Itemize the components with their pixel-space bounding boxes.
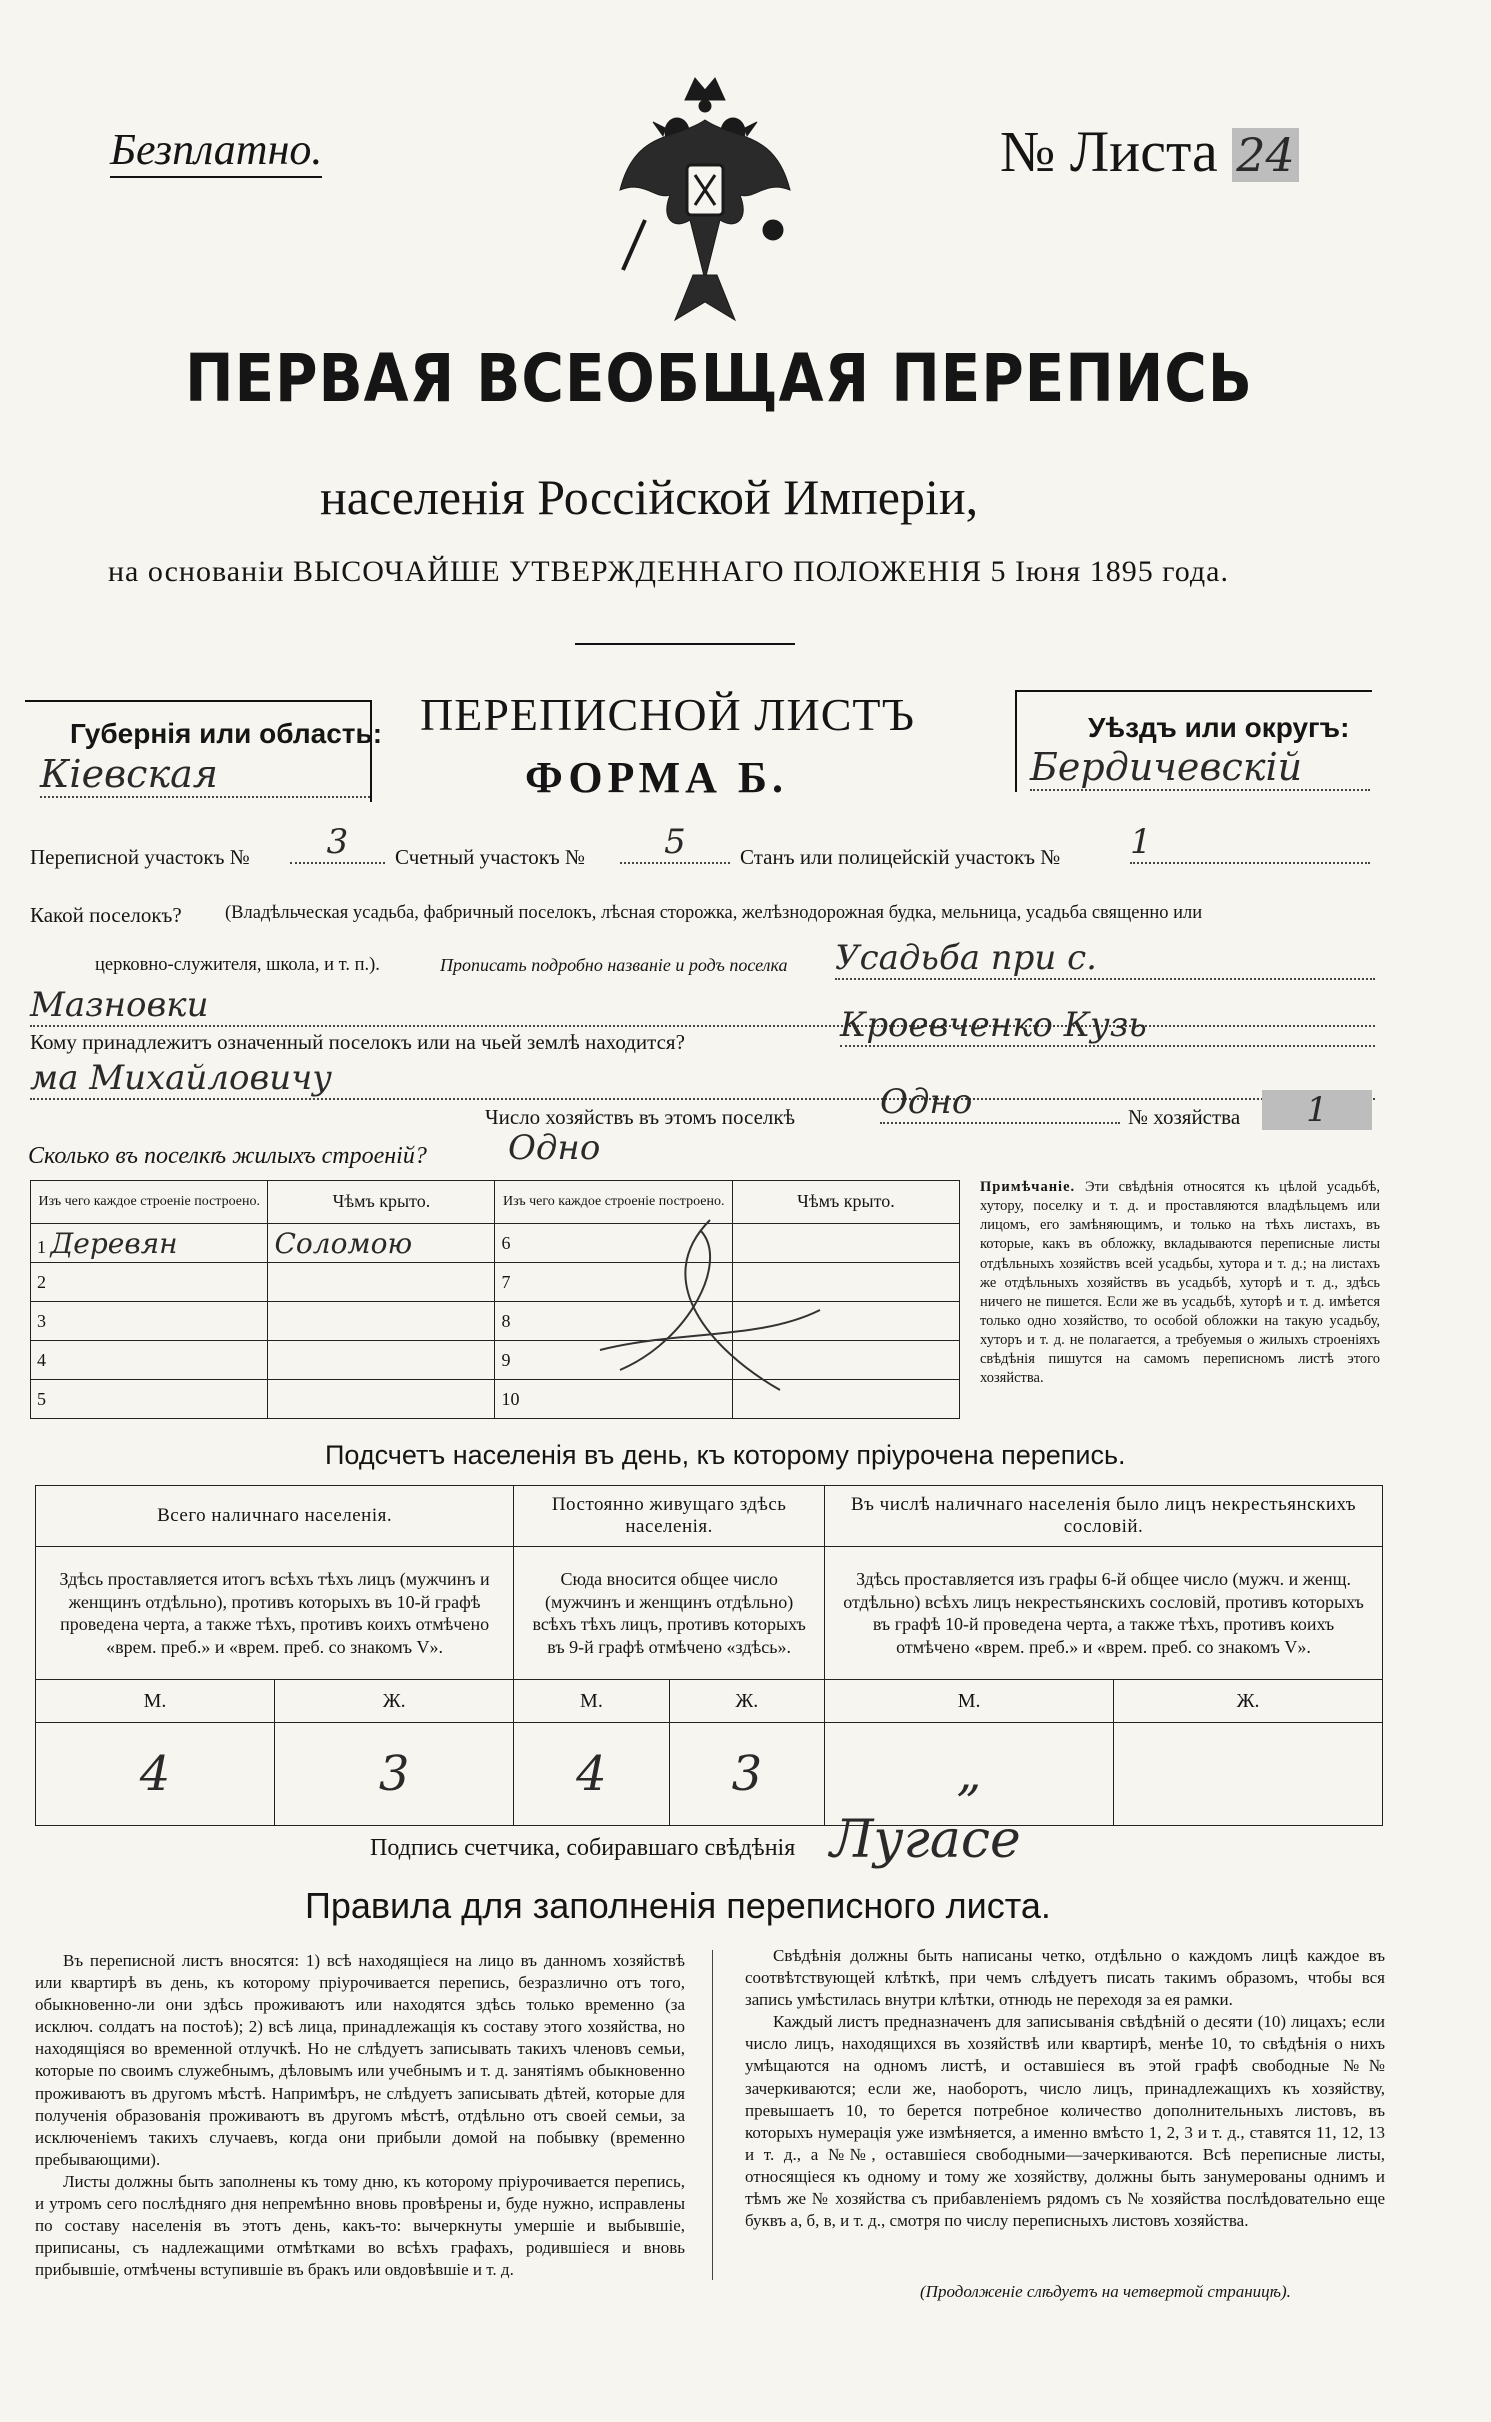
settlement-hint: (Владѣльческая усадьба, фабричный поселокъ, лѣсная сторожка, желѣзнодорожная будка, мельница, усадьба священно или: [225, 903, 1203, 923]
rules-paragraph: Въ переписной листъ вносятся: 1) всѣ находящіеся на лицо въ данномъ хозяйствѣ или квартирѣ въ день, къ которому пріурочивается перепись, безразлично отъ того, обыкновенно-ли они здѣсь проживаютъ или находятся здѣсь только временно (за исключ. солдатъ на постоѣ); 2) всѣ лица, принадлежащія къ составу этого хозяйства, но находящіяся во временной отлучкѣ. Но не слѣдуетъ записывать такихъ членовъ семьи, которые по своимъ служебнымъ, дѣловымъ или учебнымъ и т. д. занятіямъ обыкновенно проживаютъ въ другомъ мѣстѣ. Напримѣръ, не слѣдуетъ записывать дѣтей, которые для полученія образованія проживаютъ въ другомъ мѣстѣ, отдѣльно отъ своей семьи, за исключеніемъ такихъ случаевъ, когда они прибыли домой на побывку (временно пребывающими).: [35, 1951, 685, 2169]
settlement-hint-3: Прописать подробно названіе и родъ поселка: [440, 955, 788, 975]
note-block: [980, 1178, 1380, 1388]
permanent-female-value[interactable]: 3: [669, 1723, 824, 1826]
total-male-value[interactable]: 4: [36, 1723, 275, 1826]
uezd-value[interactable]: Бердичевскій: [1030, 745, 1370, 791]
table-cell[interactable]: Соломою: [268, 1224, 495, 1263]
rules-left-column: [35, 1950, 685, 2281]
table-cell[interactable]: 3: [31, 1302, 268, 1341]
total-female-value[interactable]: 3: [275, 1723, 514, 1826]
household-number-value[interactable]: 1: [1262, 1090, 1372, 1130]
owner-value-2[interactable]: ма Михайловичу: [30, 1058, 1375, 1100]
table-cell[interactable]: [268, 1380, 495, 1419]
table-cell[interactable]: 9: [495, 1341, 732, 1380]
table-cell[interactable]: 10: [495, 1380, 732, 1419]
note-label: Примѣчаніе.: [980, 1179, 1076, 1195]
page-title: ПЕРВАЯ ВСЕОБЩАЯ ПЕРЕПИСЬ: [185, 340, 1253, 417]
counting-district-value[interactable]: 5: [620, 822, 730, 864]
form-title: ПЕРЕПИСНОЙ ЛИСТЪ: [420, 689, 915, 740]
table-cell[interactable]: 1 Деревян: [31, 1224, 268, 1263]
note-text: Эти свѣдѣнія относятся къ цѣлой усадьбѣ, хутору, поселку и т. д. и проставляются владѣльцемъ или лицомъ, его замѣняющимъ, и только на тѣхъ листахъ, въ которые, какъ въ обложку, вкладываются переписные листы отдѣльныхъ хозяйствъ всей усадьбы, хутора и т. д.; на листахъ же отдѣльныхъ хозяйствъ въ усадьбѣ, хуторѣ и т. д., здѣсь ничего не пишется. Если же въ усадьбѣ, хуторѣ и т. д. имѣется только одно хозяйство, то особой обложки на такую усадьбу, хуторъ и т. д. не полагается, а требуемыя о жилыхъ строеніяхъ свѣдѣнія пишутся на самомъ переписномъ листѣ этого хозяйства.: [980, 1179, 1381, 1387]
signature-label: Подпись счетчика, собиравшаго свѣдѣнія: [370, 1835, 796, 1861]
signature-value[interactable]: Лугасе: [830, 1810, 1021, 1870]
settlement-value-2[interactable]: Мазновки: [30, 985, 1375, 1027]
female-label: Ж.: [1114, 1680, 1383, 1723]
count-title: Подсчетъ населенія въ день, къ которому пріурочена перепись.: [325, 1440, 1126, 1470]
census-district-label: Переписной участокъ №: [30, 845, 250, 869]
stan-value[interactable]: 1: [1130, 822, 1370, 864]
households-label: Число хозяйствъ въ этомъ поселкѣ: [485, 1105, 795, 1129]
table-cell[interactable]: 6: [495, 1224, 732, 1263]
gubernia-label: Губернія или область:: [70, 718, 383, 749]
total-population-header: Всего наличнаго населенія.: [36, 1486, 514, 1547]
uezd-label: Уѣздъ или округъ:: [1088, 712, 1350, 743]
rules-paragraph: Свѣдѣнія должны быть написаны четко, отдѣльно о каждомъ лицѣ каждое въ соотвѣтствующей клѣткѣ, при чемъ слѣдуетъ писать такимъ образомъ, чтобы вся запись умѣстилась внутри клѣтки, отнюдь не переходя за ея рамки.: [745, 1946, 1385, 2010]
sheet-number-value: 24: [1232, 128, 1299, 182]
column-divider: [712, 1950, 713, 2280]
owner-question: Кому принадлежитъ означенный поселокъ или на чьей землѣ находится?: [30, 1030, 685, 1054]
permanent-population-header: Постоянно живущаго здѣсь населенія.: [514, 1486, 825, 1547]
non-peasant-header: Въ числѣ наличнаго населенія было лицъ некрестьянскихъ сословій.: [825, 1486, 1383, 1547]
household-number-label: № хозяйства: [1128, 1105, 1241, 1129]
census-district-value[interactable]: 3: [290, 822, 385, 864]
counting-district-label: Счетный участокъ №: [395, 845, 586, 869]
non-peasant-male-value[interactable]: „: [825, 1723, 1114, 1826]
female-label: Ж.: [275, 1680, 514, 1723]
permanent-male-value[interactable]: 4: [514, 1723, 669, 1826]
material-header: Изъ чего каждое строеніе построено.: [31, 1181, 268, 1224]
table-cell[interactable]: 7: [495, 1263, 732, 1302]
continued-note: (Продолженіе слѣдуетъ на четвертой страницѣ).: [920, 2282, 1291, 2301]
stan-label: Станъ или полицейскій участокъ №: [740, 845, 1061, 869]
table-cell[interactable]: 8: [495, 1302, 732, 1341]
count-table: [35, 1485, 1383, 1826]
female-label: Ж.: [669, 1680, 824, 1723]
table-cell[interactable]: 5: [31, 1380, 268, 1419]
rules-paragraph: Листы должны быть заполнены къ тому дню, къ которому пріурочивается перепись, и утромъ сего послѣдняго дня непремѣнно вновь провѣрены и, буде нужно, исправлены по составу населенія въ этотъ день, какъ-то: вычеркнуты умершіе и выбывшіе, приписаны, съ надлежащими отмѣтками во всѣхъ графахъ, родившіеся и вновь прибывшіе, отмѣчены вступившіе въ бракъ или овдовѣвшіе и т. д.: [35, 2171, 685, 2280]
rules-paragraph: Каждый листъ предназначенъ для записыванія свѣдѣній о десяти (10) лицахъ; если число лицъ, находящихся въ хозяйствѣ или квартирѣ, менѣе 10, то свѣдѣнія о нихъ умѣщаются на одномъ листѣ, и оставшіеся въ этой графѣ свободные №№ зачеркиваются; если же, наоборотъ, число лицъ, принадлежащихъ къ хозяйству, превышаетъ 10, то берется потребное количество дополнительныхъ листовъ, въ которыхъ нумерація уже измѣняется, а именно вмѣсто 1, 2, 3 и т. д., ставятся 11, 12, 13 и т. д., а №№, оставшіеся свободными—зачеркиваются. Всѣ переписные листы, относящіеся къ одному и тому же хозяйству, должны быть занумерованы однимъ и тѣмъ же № хозяйства съ прибавленіемъ рядомъ съ № хозяйства послѣдовательно еще буквъ а, б, в, и т. д., смотря по числу переписныхъ листовъ хозяйства.: [745, 2012, 1385, 2231]
buildings-label: Сколько въ поселкѣ жилыхъ строеній?: [28, 1143, 427, 1169]
table-cell[interactable]: [268, 1341, 495, 1380]
table-cell[interactable]: 4: [31, 1341, 268, 1380]
roof-header: Чѣмъ крыто.: [268, 1181, 495, 1224]
table-cell[interactable]: [268, 1263, 495, 1302]
rules-right-column: [745, 1945, 1385, 2232]
table-cell[interactable]: 2: [31, 1263, 268, 1302]
non-peasant-female-value[interactable]: [1114, 1723, 1383, 1826]
table-cell[interactable]: [268, 1302, 495, 1341]
settlement-question: Какой поселокъ?: [30, 903, 182, 927]
sheet-number: [1000, 118, 1299, 185]
rules-title: Правила для заполненія переписного листа.: [305, 1885, 1051, 1926]
settlement-value[interactable]: Усадьба при с.: [835, 938, 1375, 980]
gubernia-value[interactable]: Кіевская: [40, 752, 370, 798]
roof-header: Чѣмъ крыто.: [732, 1181, 959, 1224]
double-headed-eagle-icon: [615, 70, 795, 330]
male-label: М.: [825, 1680, 1114, 1723]
male-label: М.: [36, 1680, 275, 1723]
decree-line: на основаніи ВЫСОЧАЙШЕ УТВЕРЖДЕННАГО ПОЛОЖЕНІЯ 5 Іюня 1895 года.: [108, 555, 1229, 588]
strikethrough-mark: [560, 1200, 860, 1430]
permanent-population-description: Сюда вносится общее число (мужчинъ и женщинъ отдѣльно) всѣхъ тѣхъ лицъ, противъ которыхъ въ 9-й графѣ отмѣчено «здѣсь».: [514, 1547, 825, 1680]
male-label: М.: [514, 1680, 669, 1723]
owner-value[interactable]: Кроевченко Кузь: [840, 1005, 1375, 1047]
non-peasant-description: Здѣсь проставляется изъ графы 6-й общее число (мужч. и женщ. отдѣльно) всѣхъ лицъ некрестьянскихъ сословій, противъ которыхъ въ графѣ 10-й проведена черта, а также тѣхъ, противъ коихъ отмѣчено «врем. преб.» и «врем. преб. со знакомъ V».: [825, 1547, 1383, 1680]
settlement-hint-2: церковно-служителя, школа, и т. п.).: [95, 955, 380, 975]
households-value[interactable]: Одно: [880, 1082, 1120, 1124]
buildings-value[interactable]: Одно: [508, 1128, 601, 1168]
free-of-charge-label: Безплатно.: [110, 128, 322, 178]
material-header: Изъ чего каждое строеніе построено.: [495, 1181, 732, 1224]
total-population-description: Здѣсь проставляется итогъ всѣхъ тѣхъ лицъ (мужчинъ и женщинъ отдѣльно), противъ которыхъ въ 10-й графѣ проведена черта, а также тѣхъ, противъ коихъ отмѣчено «врем. преб.» и «врем. преб. со знакомъ V».: [36, 1547, 514, 1680]
form-subtitle: ФОРМА Б.: [525, 753, 788, 802]
divider: [575, 643, 795, 645]
page-subtitle: населенія Россійской Имперіи,: [320, 469, 979, 525]
sheet-number-label: № Листа: [1000, 119, 1218, 184]
